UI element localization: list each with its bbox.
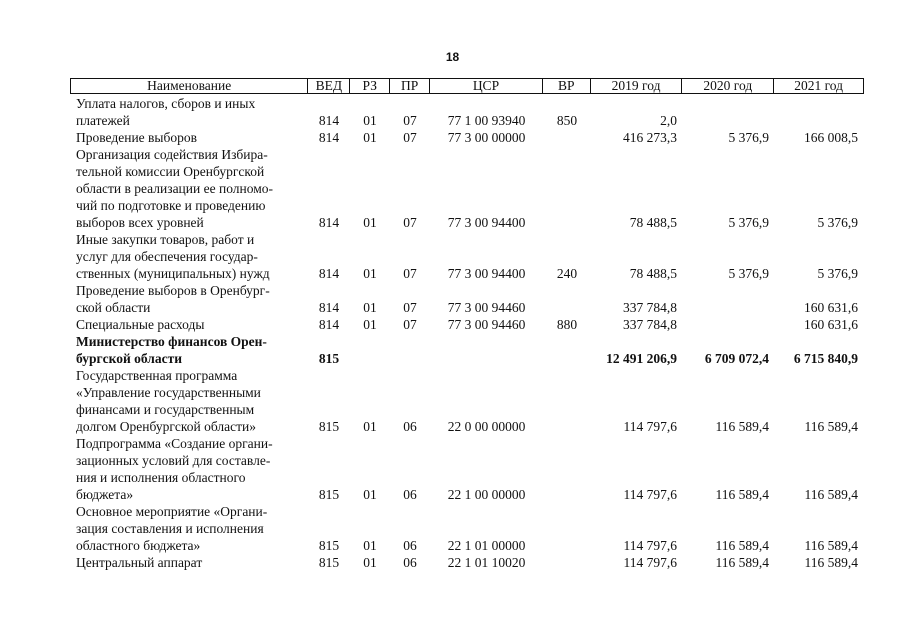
name-line: Иные закупки товаров, работ и [76,232,255,247]
cell-rz: 01 [363,300,377,315]
cell-2019: 114 797,6 [623,538,677,553]
cell-rz: 01 [363,555,377,570]
table-header [70,78,864,94]
name-line: области в реализации ее полномо- [76,181,274,196]
cell-name [70,95,308,129]
cell-rz: 01 [363,215,377,230]
cell-csr: 22 1 00 00000 [447,487,526,502]
name-line: Уплата налогов, сборов и иных [76,96,256,111]
cell-name [70,435,308,503]
name-line: «Управление государственными [76,385,261,400]
cell-2021: 166 008,5 [804,130,858,145]
cell-csr: 77 3 00 94460 [447,300,526,315]
header-csr: ЦСР [430,79,543,93]
table-row [70,316,864,333]
cell-2020: 5 376,9 [728,266,769,281]
cell-2020: 6 709 072,4 [704,351,769,366]
name-line: Центральный аппарат [76,555,203,570]
table-row [70,367,864,435]
header-ved: ВЕД [308,79,350,93]
cell-csr: 22 1 01 10020 [447,555,526,570]
cell-2020: 116 589,4 [715,419,769,434]
cell-pr: 07 [403,266,417,281]
header-pr: ПР [390,79,430,93]
cell-pr: 07 [403,317,417,332]
cell-2021: 160 631,6 [804,317,858,332]
table-row [70,231,864,282]
cell-csr: 22 0 00 00000 [447,419,526,434]
cell-name [70,554,308,571]
cell-pr: 07 [403,113,417,128]
cell-2021: 160 631,6 [804,300,858,315]
name-line: долгом Оренбургской области» [76,419,256,434]
cell-name [70,316,308,333]
table-row [70,146,864,231]
name-line: ской области [76,300,151,315]
name-line: платежей [76,113,130,128]
table-row [70,95,864,129]
cell-2020: 5 376,9 [728,130,769,145]
cell-csr: 77 1 00 93940 [447,113,526,128]
cell-name [70,503,308,554]
cell-pr: 06 [403,555,417,570]
name-line: Проведение выборов [76,130,197,145]
cell-rz: 01 [363,130,377,145]
cell-pr: 07 [403,215,417,230]
table-body [70,95,864,571]
cell-2020: 116 589,4 [715,487,769,502]
cell-2020: 5 376,9 [728,215,769,230]
cell-2019: 114 797,6 [623,419,677,434]
cell-2021: 116 589,4 [804,538,858,553]
header-vr: ВР [543,79,591,93]
cell-pr: 06 [403,419,417,434]
cell-csr: 77 3 00 94460 [447,317,526,332]
cell-2019: 114 797,6 [623,487,677,502]
cell-name [70,129,308,146]
name-line: Подпрограмма «Создание органи- [76,436,273,451]
cell-name [70,146,308,231]
cell-ved: 815 [318,538,340,553]
name-line: тельной комиссии Оренбургской [76,164,265,179]
name-line: Основное мероприятие «Органи- [76,504,268,519]
table-row [70,282,864,316]
header-2019: 2019 год [591,79,683,93]
page-number: 18 [445,50,460,64]
header-2020: 2020 год [682,79,774,93]
header-2021: 2021 год [794,78,844,93]
cell-ved: 814 [318,266,340,281]
cell-rz: 01 [363,487,377,502]
cell-2020: 116 589,4 [715,538,769,553]
cell-2019: 337 784,8 [623,317,677,332]
cell-vr: 240 [556,266,578,281]
cell-ved: 815 [318,351,340,366]
name-line: Проведение выборов в Оренбург- [76,283,270,298]
cell-2021: 6 715 840,9 [793,351,858,366]
cell-2019: 337 784,8 [623,300,677,315]
cell-pr: 07 [403,300,417,315]
name-line: ния и исполнения областного [76,470,246,485]
name-line: Государственная программа [76,368,238,383]
cell-ved: 814 [318,130,340,145]
cell-rz: 01 [363,538,377,553]
table-row [70,503,864,554]
name-line: Специальные расходы [76,317,205,332]
cell-2021: 5 376,9 [817,215,858,230]
cell-name [70,282,308,316]
cell-ved: 815 [318,555,340,570]
name-line: услуг для обеспечения государ- [76,249,258,264]
cell-rz: 01 [363,266,377,281]
name-line: областного бюджета» [76,538,201,553]
cell-2019: 114 797,6 [623,555,677,570]
cell-csr: 77 3 00 94400 [447,266,526,281]
cell-vr: 850 [556,113,578,128]
cell-ved: 815 [318,487,340,502]
cell-2019: 2,0 [660,113,677,128]
table-row [70,435,864,503]
cell-ved: 814 [318,317,340,332]
cell-name [70,367,308,435]
cell-ved: 814 [318,215,340,230]
cell-pr: 06 [403,538,417,553]
cell-2021: 116 589,4 [804,419,858,434]
name-line: финансами и государственным [76,402,255,417]
cell-name [70,231,308,282]
name-line: зационных условий для составле- [76,453,271,468]
name-line: чий по подготовке и проведению [76,198,266,213]
name-line: Организация содействия Избира- [76,147,268,162]
cell-csr: 22 1 01 00000 [447,538,526,553]
cell-csr: 77 3 00 00000 [447,130,526,145]
table-row [70,129,864,146]
cell-pr: 07 [403,130,417,145]
name-line: бургской области [76,351,183,366]
header-rz: РЗ [350,79,390,93]
cell-name [70,333,308,367]
name-line: бюджета» [76,487,134,502]
name-line: Министерство финансов Орен- [76,334,267,349]
cell-vr: 880 [556,317,578,332]
cell-ved: 814 [318,300,340,315]
cell-2020: 116 589,4 [715,555,769,570]
cell-2021: 116 589,4 [804,555,858,570]
header-name: Наименование [71,79,308,93]
cell-ved: 815 [318,419,340,434]
cell-rz: 01 [363,419,377,434]
name-line: ственных (муниципальных) нужд [76,266,270,281]
name-line: выборов всех уровней [76,215,204,230]
cell-csr: 77 3 00 94400 [447,215,526,230]
cell-2021: 5 376,9 [817,266,858,281]
cell-2019: 12 491 206,9 [606,351,677,366]
cell-2021: 116 589,4 [804,487,858,502]
table-row [70,554,864,571]
table-row [70,333,864,367]
cell-2019: 78 488,5 [629,266,677,281]
cell-rz: 01 [363,317,377,332]
name-line: зация составления и исполнения [76,521,264,536]
cell-2019: 416 273,3 [623,130,677,145]
cell-pr: 06 [403,487,417,502]
cell-ved: 814 [318,113,340,128]
cell-rz: 01 [363,113,377,128]
cell-2019: 78 488,5 [629,215,677,230]
